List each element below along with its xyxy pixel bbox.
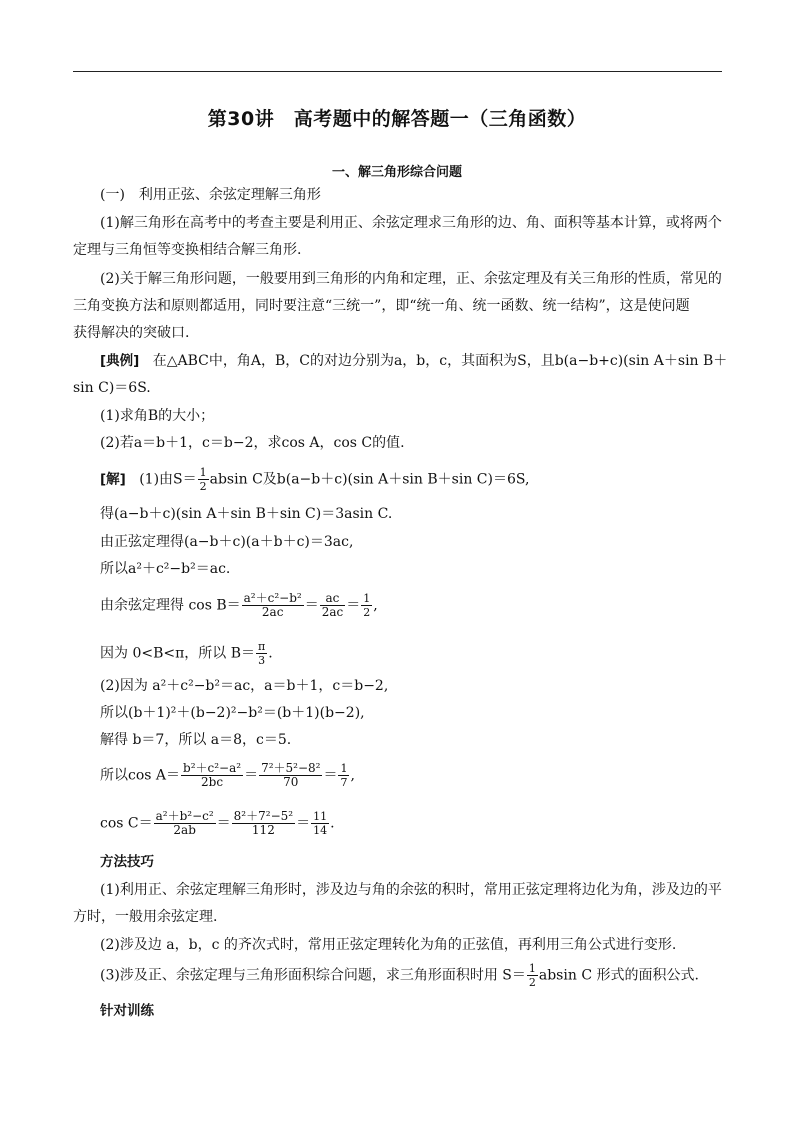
fraction: $\frac{\text{a²＋b²−c²}}{2ab}$ [155,809,214,837]
fraction-half: $\frac{1}{2}$ [199,466,207,493]
method-1-line-2: 方时，一般用余弦定理. [73,909,218,925]
top-rule [73,71,722,72]
fraction: $\frac{1}{7}$ [340,762,348,789]
example-line-1 [100,352,727,370]
paragraph-2-line-2: 三角变换方法和原则都适用，同时要注意“三统一”，即“统一角、统一函数、统一结构”，这是使问题 [73,298,690,314]
solution-line-7: (2)因为 a²＋c²−b²＝ac，a＝b＋1，c＝b−2, [100,678,389,694]
paragraph-2-line-3: 获得解决的突破口. [73,325,190,341]
solution-line-4: 所以a²＋c²−b²＝ac. [100,561,231,577]
solution-line-8: 所以(b＋1)²＋(b−2)²−b²＝(b＋1)(b−2), [100,705,365,721]
fraction: $\frac{1}{2}$ [363,592,371,619]
solution-line-1 [100,466,529,493]
section-heading: 一、解三角形综合问题 [331,165,462,180]
fraction: $\frac{\text{7²＋5²−8²}}{70}$ [261,761,321,789]
fraction-half: $\frac{1}{2}$ [528,962,536,989]
method-2: (2)涉及边 a，b，c 的齐次式时，常用正弦定理转化为角的正弦值，再利用三角公式进行变形. [100,937,677,953]
training-heading: 针对训练 [100,1003,154,1019]
example-text: 在△ABC中，角A，B，C的对边分别为a，b，c，其面积为S，且b(a−b+c)(sin A＋sin B＋ [152,353,728,369]
solution-line-3: 由正弦定理得(a−b＋c)(a＋b＋c)＝3ac, [100,534,354,550]
solution-line-6: 因为 0<B<π，所以 B＝ $\frac{\pi}{3}$ . [100,640,273,667]
paragraph-1-line-2: 定理与三角恒等变换相结合解三角形. [73,242,302,258]
method-heading: 方法技巧 [100,854,154,870]
fraction: $\frac{11}{14}$ [313,810,328,837]
solution-text-pre: (1)由S＝ [139,471,197,488]
fraction: $\frac{\text{a²＋c²−b²}}{2ac}$ [243,591,302,619]
fraction: $\frac{\pi}{3}$ [258,640,266,667]
method-3: (3)涉及正、余弦定理与三角形面积综合问题，求三角形面积时用 S＝ $\frac{1}{2}$ absin C 形式的面积公式. [100,962,699,989]
fraction: $\frac{ac}{2ac}$ [321,591,344,619]
solution-line-9: 解得 b＝7，所以 a＝8，c＝5. [100,732,292,748]
solution-tag: [解] [100,471,126,488]
paragraph-1-line-1: (1)解三角形在高考中的考查主要是利用正、余弦定理求三角形的边、角、面积等基本计算，或将两个 [100,215,722,231]
solution-line-2: 得(a−b＋c)(sin A＋sin B＋sin C)＝3asin C. [100,506,393,522]
question-2: (2)若a＝b＋1，c＝b−2，求cos A，cos C的值. [100,435,405,451]
fraction: $\frac{\text{8²＋7²−5²}}{112}$ [233,809,294,837]
example-tag: [典例] [100,353,140,369]
page-title: 第30讲 高考题中的解答题一（三角函数） [207,108,587,130]
solution-text-post: absin C及b(a−b＋c)(sin A＋sin B＋sin C)＝6S, [209,471,530,488]
solution-line-5: 由余弦定理得 cos B＝ $\frac{\text{a²＋c²−b²}}{2ac}$ ＝ $\frac{ac}{2ac}$ ＝ $\frac{1}{2}$ , [100,591,378,619]
method-1-line-1: (1)利用正、余弦定理解三角形时，涉及边与角的余弦的积时，常用正弦定理将边化为角，涉及边的平 [100,882,722,898]
solution-line-11: cos C＝ $\frac{\text{a²＋b²−c²}}{2ab}$ ＝ $\frac{\text{8²＋7²−5²}}{112}$ ＝ $\frac{11}{14}$ . [100,809,335,837]
paragraph-2-line-1: (2)关于解三角形问题，一般要用到三角形的内角和定理，正、余弦定理及有关三角形的性质，常见的 [100,271,722,287]
fraction: $\frac{\text{b²＋c²−a²}}{2bc}$ [183,761,242,789]
example-line-2: sin C)＝6S. [73,380,151,396]
question-1: (1)求角B的大小； [100,408,215,424]
solution-line-10: 所以cos A＝ $\frac{\text{b²＋c²−a²}}{2bc}$ ＝ $\frac{\text{7²＋5²−8²}}{70}$ ＝ $\frac{1}{7}$ , [100,761,355,789]
subsection-heading: (一) 利用正弦、余弦定理解三角形 [100,187,321,203]
